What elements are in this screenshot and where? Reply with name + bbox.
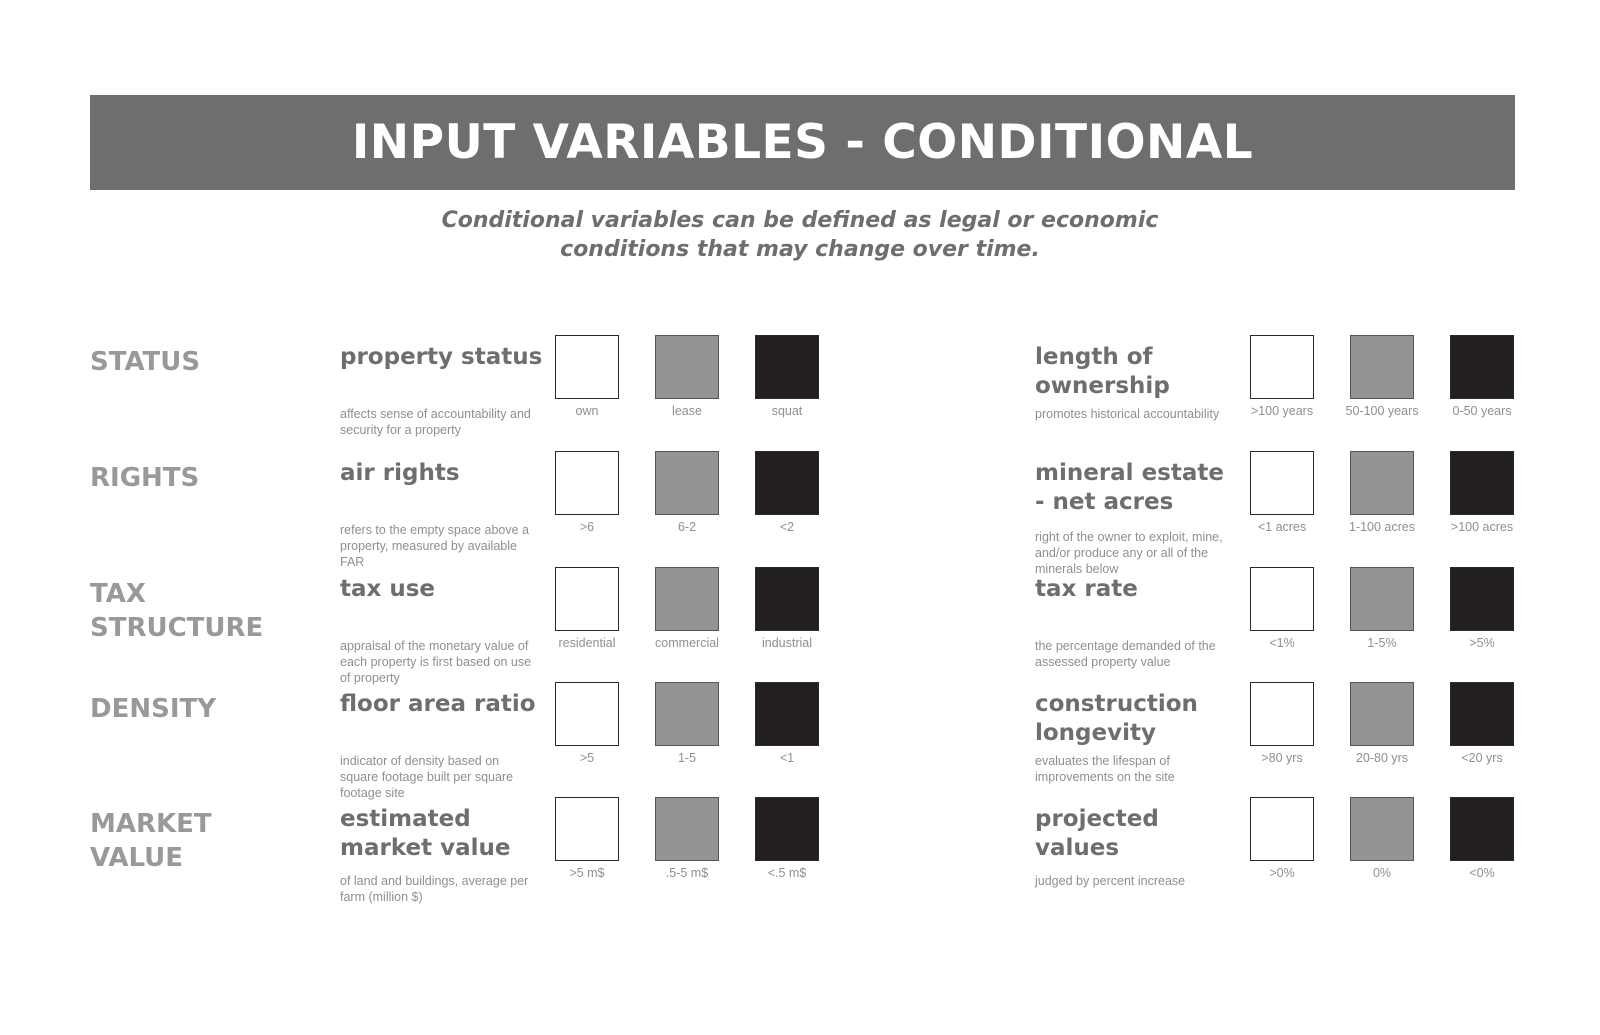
swatch-group (555, 682, 840, 792)
swatch-group (1250, 567, 1535, 677)
variable-description: appraisal of the monetary value of each property is first based on use of property (340, 639, 532, 685)
subtitle (0, 206, 1600, 264)
swatch-label: <.5 m$ (767, 866, 807, 880)
swatch-dark (755, 335, 819, 399)
swatch-light (555, 682, 619, 746)
variable-description: the percentage demanded of the assessed property value (1035, 639, 1216, 669)
swatch-label: <0% (1469, 866, 1495, 880)
variable-description: indicator of density based on square footage built per square footage site (340, 754, 514, 800)
swatch-light (1250, 451, 1314, 515)
swatch-label: >100 years (1250, 404, 1314, 418)
variable-row (0, 575, 1600, 693)
swatch-dark (1450, 335, 1514, 399)
swatch-mid (1350, 797, 1414, 861)
swatch-label: .5-5 m$ (665, 866, 709, 880)
swatch-mid (1350, 567, 1414, 631)
swatch-label: 0% (1372, 866, 1392, 880)
header-bar (90, 95, 1515, 190)
variable-title: air rights (340, 460, 460, 486)
variable-description: right of the owner to exploit, mine, and/or produce any or all of the minerals below (1035, 530, 1223, 576)
swatch-mid (1350, 335, 1414, 399)
category-label: STATUS (90, 347, 201, 377)
swatch-light (1250, 682, 1314, 746)
swatch-label: <1% (1269, 636, 1295, 650)
swatch-label: 20-80 yrs (1355, 751, 1409, 765)
variable-row (0, 805, 1600, 923)
swatch-group (1250, 451, 1535, 561)
swatch-group (1250, 797, 1535, 907)
swatch-label: >6 (579, 520, 595, 534)
swatch-mid (1350, 682, 1414, 746)
swatch-label: >5 (579, 751, 595, 765)
variable-row (0, 459, 1600, 577)
swatch-dark (1450, 682, 1514, 746)
swatch-label: <1 (779, 751, 795, 765)
variable-row (0, 690, 1600, 808)
swatch-label: commercial (655, 636, 719, 650)
category-label: RIGHTS (90, 463, 200, 493)
swatch-light (555, 335, 619, 399)
swatch-label: >5 m$ (569, 866, 605, 880)
swatch-group (1250, 682, 1535, 792)
variable-title: property status (340, 344, 543, 370)
swatch-group (555, 451, 840, 561)
variable-description: evaluates the lifespan of improvements on the site (1035, 754, 1175, 784)
variable-description: refers to the empty space above a property, measured by available FAR (340, 523, 529, 569)
page-title: INPUT VARIABLES - CONDITIONAL (351, 115, 1254, 170)
swatch-label: 1-100 acres (1348, 520, 1415, 534)
swatch-label: industrial (761, 636, 813, 650)
swatch-light (1250, 335, 1314, 399)
swatch-label: <20 yrs (1461, 751, 1503, 765)
variable-row (0, 343, 1600, 461)
swatch-dark (755, 451, 819, 515)
swatch-dark (755, 797, 819, 861)
swatch-light (555, 797, 619, 861)
swatch-label: 50-100 years (1345, 404, 1419, 418)
swatch-label: >100 acres (1450, 520, 1514, 534)
variable-title: projected values (1035, 806, 1159, 861)
variable-description: judged by percent increase (1035, 874, 1186, 888)
swatch-mid (655, 335, 719, 399)
swatch-light (1250, 567, 1314, 631)
swatch-mid (655, 451, 719, 515)
subtitle-line-2: conditions that may change over time. (560, 237, 1040, 262)
swatch-mid (655, 682, 719, 746)
swatch-label: >80 yrs (1261, 751, 1303, 765)
swatch-label: squat (771, 404, 803, 418)
swatch-label: >5% (1469, 636, 1495, 650)
swatch-dark (1450, 451, 1514, 515)
swatch-light (1250, 797, 1314, 861)
swatch-mid (655, 797, 719, 861)
variable-title: construction longevity (1035, 691, 1198, 746)
swatch-group (555, 797, 840, 907)
swatch-dark (755, 567, 819, 631)
swatch-group (555, 335, 840, 445)
swatch-label: own (575, 404, 599, 418)
swatch-label: lease (672, 404, 702, 418)
variable-description: promotes historical accountability (1035, 407, 1220, 421)
swatch-dark (1450, 567, 1514, 631)
swatch-group (555, 567, 840, 677)
swatch-label: <2 (779, 520, 795, 534)
variable-title: length of ownership (1035, 344, 1170, 399)
swatch-label: <1 acres (1257, 520, 1307, 534)
variable-title: floor area ratio (340, 691, 536, 717)
variable-title: tax rate (1035, 576, 1138, 602)
swatch-label: >0% (1269, 866, 1295, 880)
swatch-label: 0-50 years (1452, 404, 1512, 418)
swatch-mid (1350, 451, 1414, 515)
swatch-group (1250, 335, 1535, 445)
swatch-label: 1-5% (1367, 636, 1397, 650)
category-label: DENSITY (90, 694, 217, 724)
swatch-dark (1450, 797, 1514, 861)
swatch-light (555, 567, 619, 631)
variable-title: estimated market value (340, 806, 511, 861)
swatch-label: 6-2 (677, 520, 697, 534)
category-label: TAX STRUCTURE (90, 579, 264, 643)
variable-description: affects sense of accountability and security for a property (340, 407, 531, 437)
swatch-label: 1-5 (677, 751, 697, 765)
variable-description: of land and buildings, average per farm (million $) (340, 874, 529, 904)
swatch-label: residential (558, 636, 616, 650)
swatch-mid (655, 567, 719, 631)
subtitle-line-1: Conditional variables can be defined as legal or economic (441, 208, 1159, 233)
swatch-light (555, 451, 619, 515)
category-label: MARKET VALUE (90, 809, 212, 873)
swatch-dark (755, 682, 819, 746)
variable-title: mineral estate - net acres (1035, 460, 1224, 515)
variable-title: tax use (340, 576, 436, 602)
